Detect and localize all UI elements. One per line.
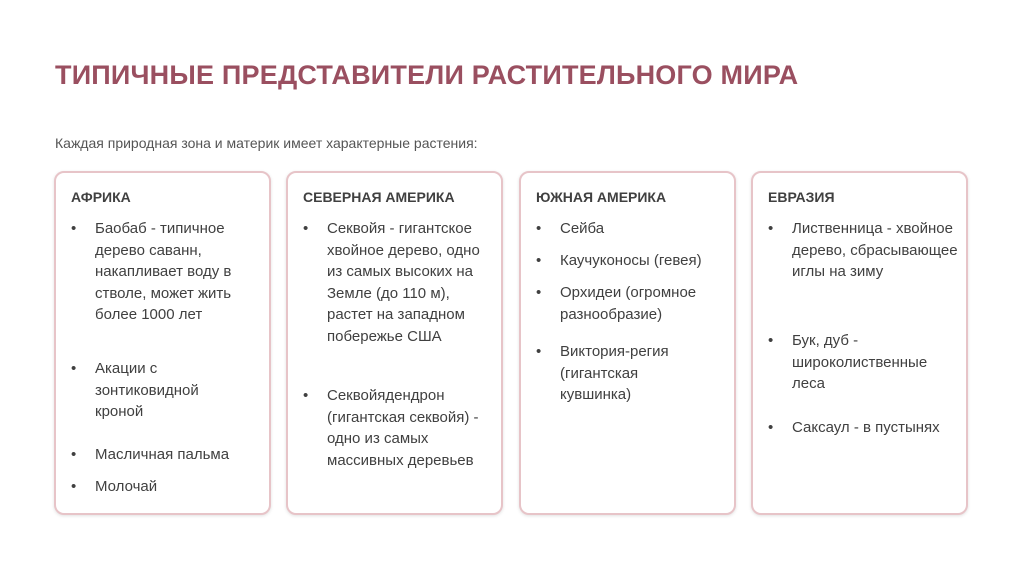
list-item — [768, 218, 963, 283]
bullet-icon: • — [768, 220, 774, 237]
card-africa — [54, 171, 271, 515]
list-item-text: Лиственница - хвойное дерево, сбрасывающее иглы на зиму — [792, 220, 958, 280]
card-title: СЕВЕРНАЯ АМЕРИКА — [303, 189, 455, 205]
bullet-icon: • — [768, 419, 774, 436]
card-title: АФРИКА — [71, 189, 131, 205]
list-item-text: Секвойядендрон (гигантская секвойя) - одно из самых массивных деревьев — [327, 387, 479, 469]
bullet-icon: • — [536, 343, 542, 360]
bullet-icon: • — [536, 252, 542, 269]
list-item — [303, 385, 498, 471]
bullet-icon: • — [71, 446, 77, 463]
card-south-america — [519, 171, 736, 515]
list-item-text: Виктория-регия (гигантская кувшинка) — [560, 343, 669, 403]
page-title: ТИПИЧНЫЕ ПРЕДСТАВИТЕЛИ РАСТИТЕЛЬНОГО МИРА — [55, 60, 799, 90]
list-item-text: Каучуконосы (гевея) — [560, 252, 702, 269]
list-item — [768, 417, 963, 439]
bullet-icon: • — [768, 332, 774, 349]
list-item — [536, 341, 731, 406]
list-item-text: Баобаб - типичное дерево саванн, накапливает воду в стволе, может жить более 1000 лет — [95, 220, 232, 323]
list-item-text: Саксаул - в пустынях — [792, 419, 940, 436]
bullet-icon: • — [303, 220, 309, 237]
list-item — [71, 218, 266, 326]
bullet-icon: • — [303, 387, 309, 404]
bullet-icon: • — [71, 360, 77, 377]
bullet-icon: • — [71, 220, 77, 237]
card-title: ЕВРАЗИЯ — [768, 189, 835, 205]
list-item — [303, 218, 498, 347]
list-item — [71, 444, 266, 466]
list-item-text: Сейба — [560, 220, 605, 237]
bullet-icon: • — [536, 220, 542, 237]
card-eurasia — [751, 171, 968, 515]
list-item-text: Молочай — [95, 478, 158, 495]
card-title: ЮЖНАЯ АМЕРИКА — [536, 189, 667, 205]
list-item — [71, 358, 266, 423]
list-item-text: Масличная пальма — [95, 446, 230, 463]
list-item — [71, 476, 266, 498]
list-item-text: Бук, дуб - широколиственные леса — [792, 332, 928, 392]
bullet-icon: • — [536, 284, 542, 301]
list-item — [536, 282, 731, 325]
list-item-text: Акации с зонтиковидной кроной — [95, 360, 199, 420]
list-item-text: Орхидеи (огромное разнообразие) — [560, 284, 697, 323]
list-item — [536, 218, 731, 240]
list-item — [536, 250, 731, 272]
list-item — [768, 330, 963, 395]
card-north-america — [286, 171, 503, 515]
page-subtitle: Каждая природная зона и материк имеет характерные растения: — [55, 135, 478, 151]
list-item-text: Секвойя - гигантское хвойное дерево, одно из самых высоких на Земле (до 110 м), растет на западном побережье США — [327, 220, 480, 345]
bullet-icon: • — [71, 478, 77, 495]
